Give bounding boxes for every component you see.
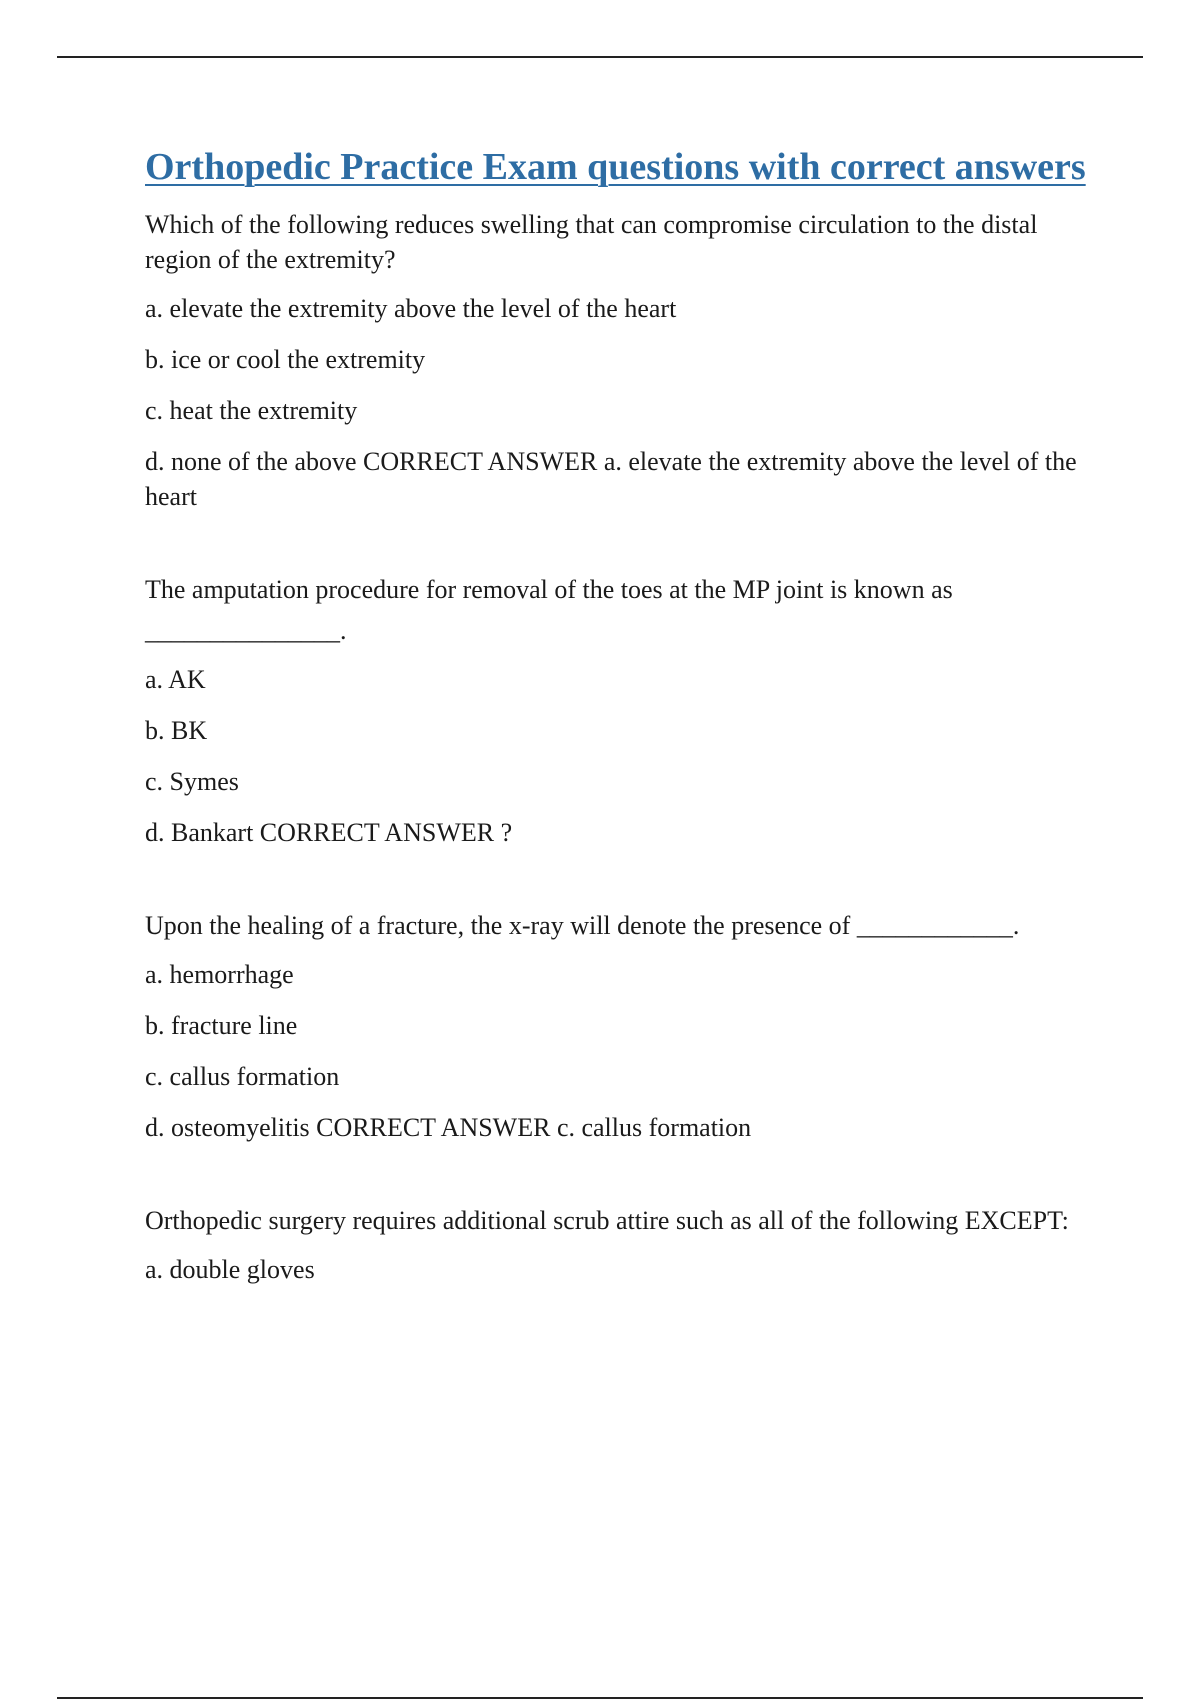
option-b: b. BK [145, 716, 208, 745]
question-4 [145, 1203, 1095, 1287]
question-text: Which of the following reduces swelling that can compromise circulation to the distal region of the extremity? [145, 210, 1038, 274]
question-text [145, 572, 1095, 648]
option-b: b. fracture line [145, 1011, 298, 1040]
document-title: Orthopedic Practice Exam questions with correct answers [145, 146, 1086, 188]
answer-blank: _______________. [145, 616, 347, 645]
option-d: d. none of the above CORRECT ANSWER a. elevate the extremity above the level of the heart [145, 447, 1077, 511]
option-d: d. osteomyelitis CORRECT ANSWER c. callus formation [145, 1113, 752, 1142]
option-a: a. hemorrhage [145, 960, 294, 989]
question-text-main: The amputation procedure for removal of the toes at the MP joint is known as [145, 575, 953, 604]
option-c: c. Symes [145, 767, 239, 796]
option-c: c. heat the extremity [145, 396, 358, 425]
footer-rule [57, 1697, 1143, 1699]
question-text: Orthopedic surgery requires additional scrub attire such as all of the following EXCEPT: [145, 1206, 1069, 1235]
question-text: Upon the healing of a fracture, the x-ray will denote the presence of ____________. [145, 911, 1020, 940]
document-body [145, 142, 1095, 1287]
option-b: b. ice or cool the extremity [145, 345, 426, 374]
option-c: c. callus formation [145, 1062, 340, 1091]
question-1 [145, 207, 1095, 514]
question-2 [145, 572, 1095, 850]
option-d: d. Bankart CORRECT ANSWER ? [145, 818, 513, 847]
option-a: a. elevate the extremity above the level of the heart [145, 294, 677, 323]
header-rule [57, 56, 1143, 58]
option-a: a. double gloves [145, 1255, 315, 1284]
question-3 [145, 908, 1095, 1145]
option-a: a. AK [145, 665, 206, 694]
